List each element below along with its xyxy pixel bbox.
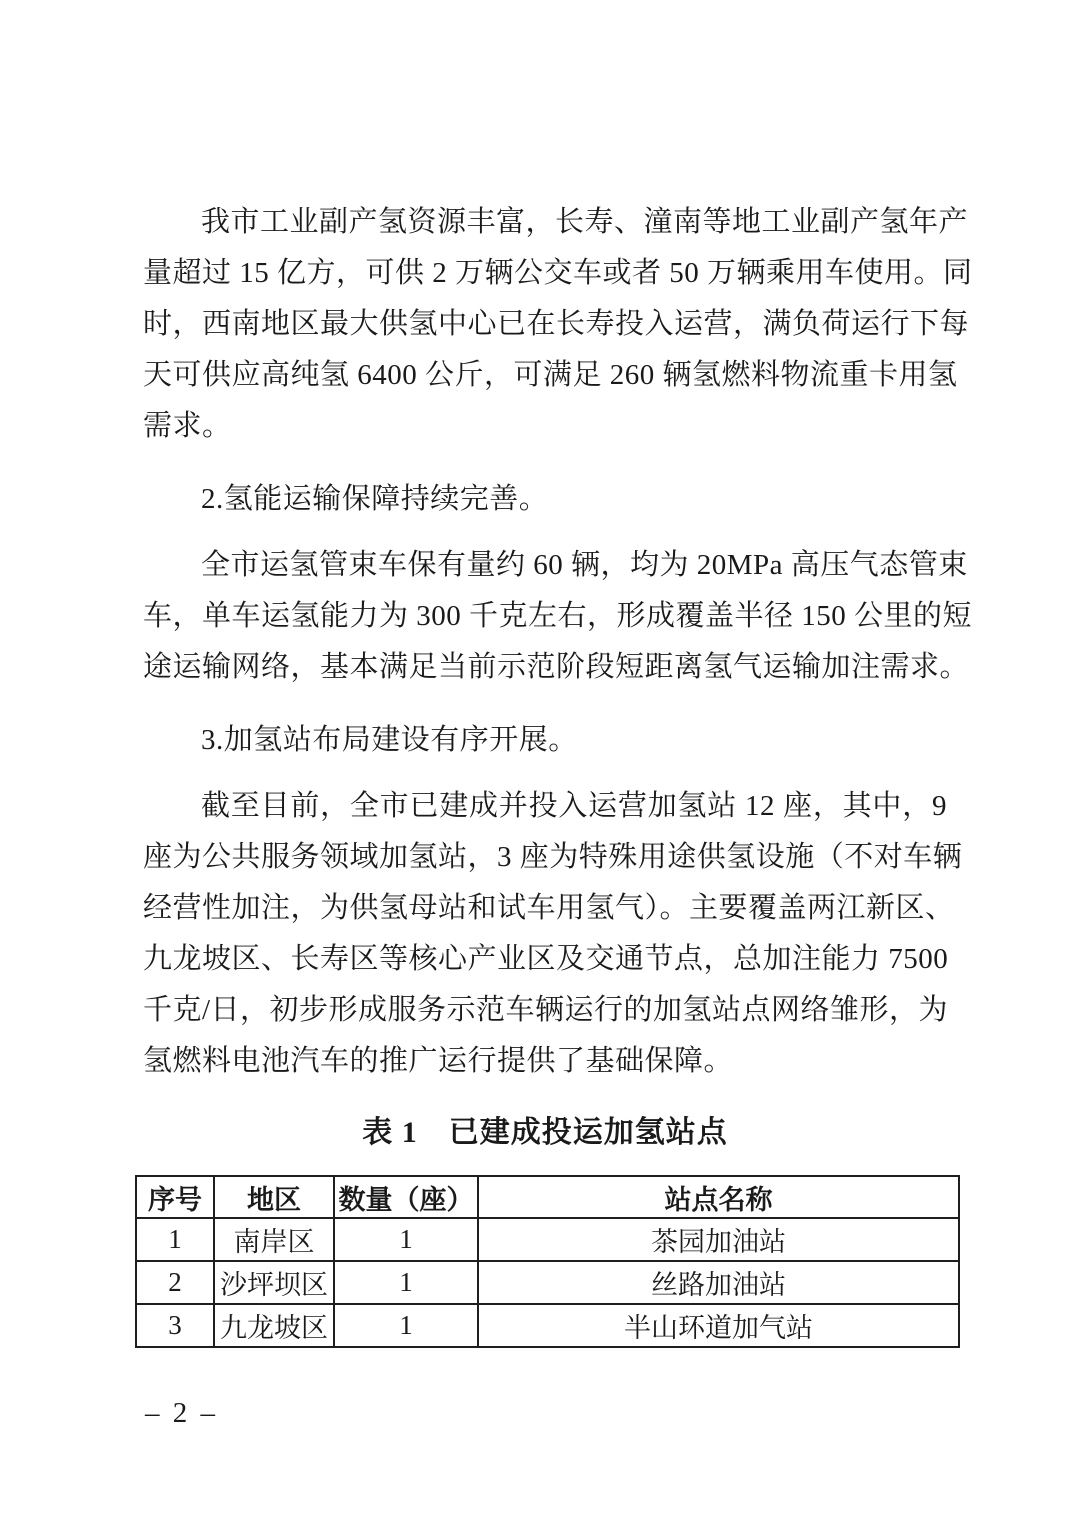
table-cell: 1 (334, 1304, 478, 1347)
stations-table (135, 1175, 960, 1348)
table-cell: 九龙坡区 (214, 1304, 334, 1347)
table-cell: 1 (334, 1218, 478, 1261)
paragraph-line: 需求。 (143, 410, 232, 442)
paragraph-1 (143, 197, 973, 452)
paragraph-line: 九龙坡区、长寿区等核心产业区及交通节点，总加注能力 7500 (143, 943, 949, 975)
paragraph-line: 时，西南地区最大供氢中心已在长寿投入运营，满负荷运行下每 (143, 308, 970, 340)
table-title: 表 1 已建成投运加氢站点 (362, 1116, 728, 1149)
section-heading-3: 3.加氢站布局建设有序开展。 (201, 724, 578, 756)
table-cell: 南岸区 (214, 1218, 334, 1261)
paragraph-line: 全市运氢管束车保有量约 60 辆，均为 20MPa 高压气态管束 (201, 549, 968, 581)
table-cell: 沙坪坝区 (214, 1261, 334, 1304)
paragraph-line: 座为公共服务领域加氢站，3 座为特殊用途供氢设施（不对车辆 (143, 841, 963, 873)
table-header-count: 数量（座） (334, 1176, 478, 1218)
paragraph-line: 千克/日，初步形成服务示范车辆运行的加氢站点网络雏形，为 (143, 994, 949, 1026)
table-row (136, 1304, 959, 1347)
table-cell: 2 (136, 1261, 214, 1304)
paragraph-line: 氢燃料电池汽车的推广运行提供了基础保障。 (143, 1045, 734, 1077)
table-cell: 茶园加油站 (478, 1218, 959, 1261)
table-row (136, 1218, 959, 1261)
table-cell: 半山环道加气站 (478, 1304, 959, 1347)
table-header-index: 序号 (136, 1176, 214, 1218)
paragraph-3 (143, 781, 963, 1087)
table-cell: 3 (136, 1304, 214, 1347)
section-heading-2: 2.氢能运输保障持续完善。 (201, 483, 549, 515)
paragraph-line: 量超过 15 亿方，可供 2 万辆公交车或者 50 万辆乘用车使用。同 (143, 257, 973, 289)
paragraph-line: 截至目前，全市已建成并投入运营加氢站 12 座，其中，9 (201, 790, 947, 822)
page-number: – 2 – (145, 1397, 218, 1429)
paragraph-line: 天可供应高纯氢 6400 公斤，可满足 260 辆氢燃料物流重卡用氢 (143, 359, 958, 391)
paragraph-line: 途运输网络，基本满足当前示范阶段短距离氢气运输加注需求。 (143, 651, 970, 683)
table-row (136, 1261, 959, 1304)
paragraph-2 (143, 540, 973, 693)
paragraph-line: 经营性加注，为供氢母站和试车用氢气）。主要覆盖两江新区、 (143, 892, 955, 924)
paragraph-line: 我市工业副产氢资源丰富，长寿、潼南等地工业副产氢年产 (201, 206, 969, 238)
table-header-district: 地区 (214, 1176, 334, 1218)
table-header-row (136, 1176, 959, 1218)
table-cell: 1 (334, 1261, 478, 1304)
table-header-station-name: 站点名称 (478, 1176, 959, 1218)
document-body (143, 197, 973, 1348)
table-cell: 丝路加油站 (478, 1261, 959, 1304)
paragraph-line: 车，单车运氢能力为 300 千克左右，形成覆盖半径 150 公里的短 (143, 600, 973, 632)
table-cell: 1 (136, 1218, 214, 1261)
